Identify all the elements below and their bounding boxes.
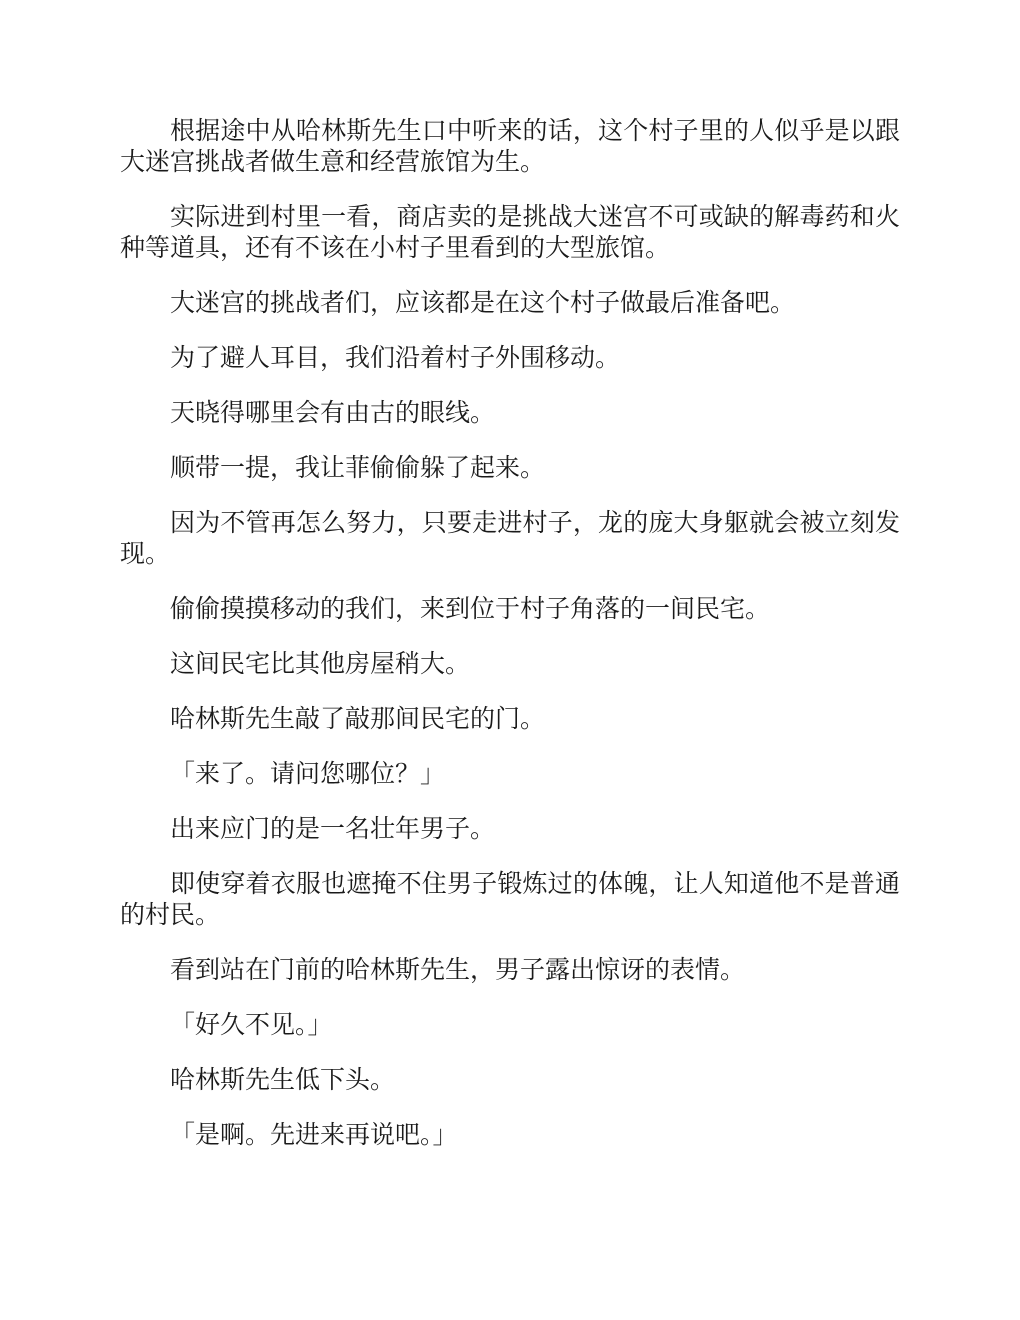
paragraph-dialogue: 「是啊。先进来再说吧。」 xyxy=(170,1122,458,1149)
paragraph: 偷偷摸摸移动的我们，来到位于村子角落的一间民宅。 xyxy=(170,596,771,623)
paragraph: 哈林斯先生低下头。 xyxy=(170,1067,396,1094)
paragraph: 这间民宅比其他房屋稍大。 xyxy=(170,651,471,678)
paragraph: 因为不管再怎么努力，只要走进村子，龙的庞大身躯就会被立刻发现。 xyxy=(120,510,900,568)
paragraph: 根据途中从哈林斯先生口中听来的话，这个村子里的人似乎是以跟大迷宫挑战者做生意和经营旅馆为生。 xyxy=(120,118,900,176)
paragraph: 天晓得哪里会有由古的眼线。 xyxy=(170,400,496,427)
paragraph-dialogue: 「好久不见。」 xyxy=(170,1012,333,1039)
paragraph: 顺带一提，我让菲偷偷躲了起来。 xyxy=(170,455,546,482)
paragraph: 即使穿着衣服也遮掩不住男子锻炼过的体魄，让人知道他不是普通的村民。 xyxy=(120,871,900,929)
paragraph: 实际进到村里一看，商店卖的是挑战大迷宫不可或缺的解毒药和火种等道具，还有不该在小村子里看到的大型旅馆。 xyxy=(120,204,900,262)
paragraph: 看到站在门前的哈林斯先生，男子露出惊讶的表情。 xyxy=(170,957,746,984)
paragraph: 为了避人耳目，我们沿着村子外围移动。 xyxy=(170,345,621,372)
paragraph: 哈林斯先生敲了敲那间民宅的门。 xyxy=(170,706,546,733)
paragraph-dialogue: 「来了。请问您哪位？」 xyxy=(170,761,446,788)
paragraph: 出来应门的是一名壮年男子。 xyxy=(170,816,496,843)
paragraph: 大迷宫的挑战者们，应该都是在这个村子做最后准备吧。 xyxy=(170,290,796,317)
